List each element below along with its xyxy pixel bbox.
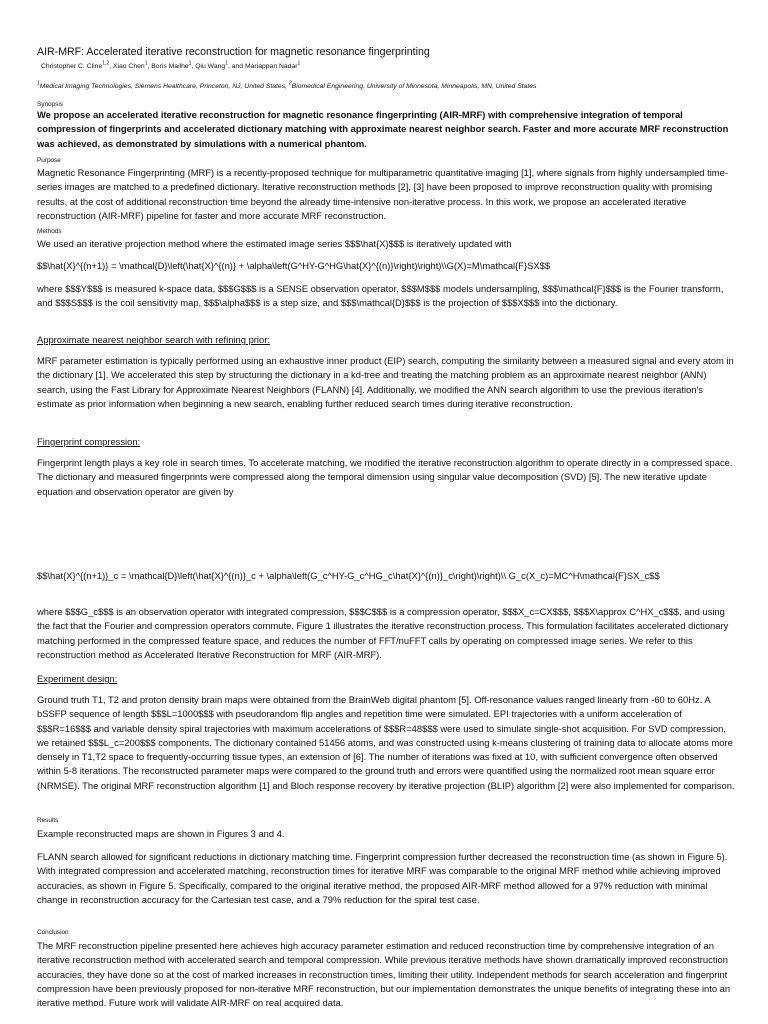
author: Christopher C. Cline$^{1,2}$, xyxy=(41,60,113,70)
conclusion-label: Conclusion xyxy=(37,929,69,936)
author-list xyxy=(41,60,301,70)
author: Qiu Wang$^1$, and xyxy=(195,60,245,70)
experiment-heading: Experiment design: xyxy=(37,673,118,684)
ann-heading: Approximate nearest neighbor search with refining prior: xyxy=(37,334,270,345)
purpose-label: Purpose xyxy=(37,157,61,164)
author: Boris Mailhe$^1$, xyxy=(151,60,196,70)
synopsis-text: We propose an accelerated iterative reconstruction for magnetic resonance fingerprinting (AIR-MRF) with comprehensive integration of temporal compression of fingerprints and accelerated dictionary matching with approximate nearest neighbor search. Faster and more accurate MRF reconstruction was achieved, as demonstrated by simulations with a numerical phantom. xyxy=(37,109,729,149)
results-label: Results xyxy=(37,817,59,824)
compression-heading: Fingerprint compression: xyxy=(37,436,141,447)
purpose-text: Magnetic Resonance Fingerprinting (MRF) is a recently-proposed technique for multiparametric quantitative imaging [1], where signals from highly undersampled time-series images are matched to a predefined dictionary. Iterative reconstruction methods [2], [3] have been proposed to improve reconstruction quality with promising results, at the cost of additional reconstruction time beyond the already time-intensive non-iterative process. In this work, we propose an accelerated iterative reconstruction (AIR-MRF) pipeline for faster and more accurate MRF reconstruction. xyxy=(37,167,728,221)
methods-where-2: where $$$G_c$$$ is an observation operator with integrated compression, $$$C$$$ is a compression operator, $$$X_c=CX$$$, $$$X\approx C^HX_c$$$, and using the fact that the Fourier and compression operators commute. Figure 1 illustrates the iterative reconstruction process. This formulation facilitates accelerated dictionary matching performed in the compressed feature space, and reduces the number of FFT/nuFFT calls by operating on compressed image series. We refer to this reconstruction method as Accelerated Iterative Reconstruction for MRF (AIR-MRF). xyxy=(37,606,729,660)
affiliations: $^1$Medical Imaging Technologies, Siemens Healthcare, Princeton, NJ, United States, $^2$Biomedical Engineering, University of Minnesota, Minneapolis, MN, United States xyxy=(37,80,537,90)
compression-text: Fingerprint length plays a key role in search times. To accelerate matching, we modified the iterative reconstruction algorithm to operate directly in a compressed space. The dictionary and measured fingerprints were compressed along the temporal dimension using singular value decomposition (SVD) [5]. The new iterative update equation and observation operator are given by xyxy=(37,457,733,497)
methods-intro: We used an iterative projection method where the estimated image series $$$\hat{X}$$$ is iteratively updated with xyxy=(37,238,512,249)
synopsis-label: Synopsis xyxy=(37,101,63,108)
equation-2: $$\hat{X}^{(n+1)}_c = \mathcal{D}\left(\hat{X}^{(n)}_c + \alpha\left(G_c^HY-G_c^HG_c\hat{X}^{(n)}_c\right)\right)\\ G_c(X_c)=MC^H\mathcal{F}SX_c$$ xyxy=(37,570,660,581)
paper-title: AIR-MRF: Accelerated iterative reconstruction for magnetic resonance fingerprinting xyxy=(37,46,430,58)
methods-where-1: where $$$Y$$$ is measured k-space data, $$$G$$$ is a SENSE observation operator, $$$M$$$ models undersampling, $$$\mathcal{F}$$$ is the Fourier transform, and $$$S$$$ is the coil sensitivity map, $$$\alpha$$$ is a step size, and $$$\mathcal{D}$$$ is the projection of $$$X$$$ into the dictionary. xyxy=(37,283,724,309)
methods-label: Methods xyxy=(37,228,62,235)
results-text-1: Example reconstructed maps are shown in Figures 3 and 4. xyxy=(37,828,285,839)
results-text-2: FLANN search allowed for significant reductions in dictionary matching time. Fingerprint compression further decreased the reconstruction time (as shown in Figure 5). With integrated compression and accelerated matching, reconstruction times for iterative MRF was comparable to the original MRF method while achieving improved accuracies, as shown in Figure 5. Specifically, compared to the original iterative method, the proposed AIR-MRF method allowed for a 97% reduction with minimal change in reconstruction accuracy for the Cartesian test case, and a 79% reduction for the spiral test case. xyxy=(37,851,728,905)
ann-text: MRF parameter estimation is typically performed using an exhaustive inner product (EIP) search, computing the similarity between a measured signal and every atom in the dictionary [1]. We accelerated this step by structuring the dictionary in a kd-tree and treating the matching problem as an approximate nearest neighbor (ANN) search, using the Fast Library for Approximate Nearest Neighbors (FLANN) [4]. Additionally, we modified the ANN search algorithm to use the previous iteration's estimate as prior information when beginning a new search, enabling further reduced search times during iterative reconstruction. xyxy=(37,355,734,409)
experiment-text: Ground truth T1, T2 and proton density brain maps were obtained from the BrainWeb digital phantom [5]. Off-resonance values ranged linearly from -60 to 60Hz. A bSSFP sequence of length $$$L=1000$$$ with pseudorandom flip angles and repetition time were simulated. EPI trajectories with a uniform acceleration of $$$R=16$$$ and variable density spiral trajectories with maximum accelerations of $$$R=48$$$ were used to simulate single-shot acquisition. For SVD compression, we retained $$$L_c=200$$$ components. The dictionary contained 51456 atoms, and was constructed using k-means clustering of training data to allocate atoms more densely in T1,T2 space to frequently-occurring tissue types, an extension of [6]. The number of iterations was fixed at 10, with sufficient convergence often observed within 5-8 iterations. The reconstructed parameter maps were compared to the ground truth and errors were quantified using the normalized root mean square error (NRMSE). The original MRF reconstruction algorithm [1] and Bloch response recovery by iterative projection (BLIP) algorithm [2] were also implemented for comparison. xyxy=(37,694,735,791)
author: Xiao Chen$^1$, xyxy=(112,60,152,70)
conclusion-text: The MRF reconstruction pipeline presented here achieves high accuracy parameter estimation and reduced reconstruction time by comprehensive integration of an iterative reconstruction method with accelerated search and temporal compression. While previous iterative methods have shown dramatically improved reconstruction accuracies, they have done so at the cost of marked increases in reconstruction times, limiting their utility. Independent methods for search acceleration and fingerprint compression have been previously proposed for non-iterative MRF reconstruction, but our implementation demonstrates the unique benefits of integrating these into an iterative method. Future work will validate AIR-MRF on real acquired data. xyxy=(37,940,731,1009)
author: Mariappan Nadar$^1$ xyxy=(244,60,301,70)
equation-1: $$\hat{X}^{(n+1)} = \mathcal{D}\left(\hat{X}^{(n)} + \alpha\left(G^HY-G^HG\hat{X}^{(n)}\right)\right)\\G(X)=M\mathcal{F}SX$$ xyxy=(37,260,551,271)
